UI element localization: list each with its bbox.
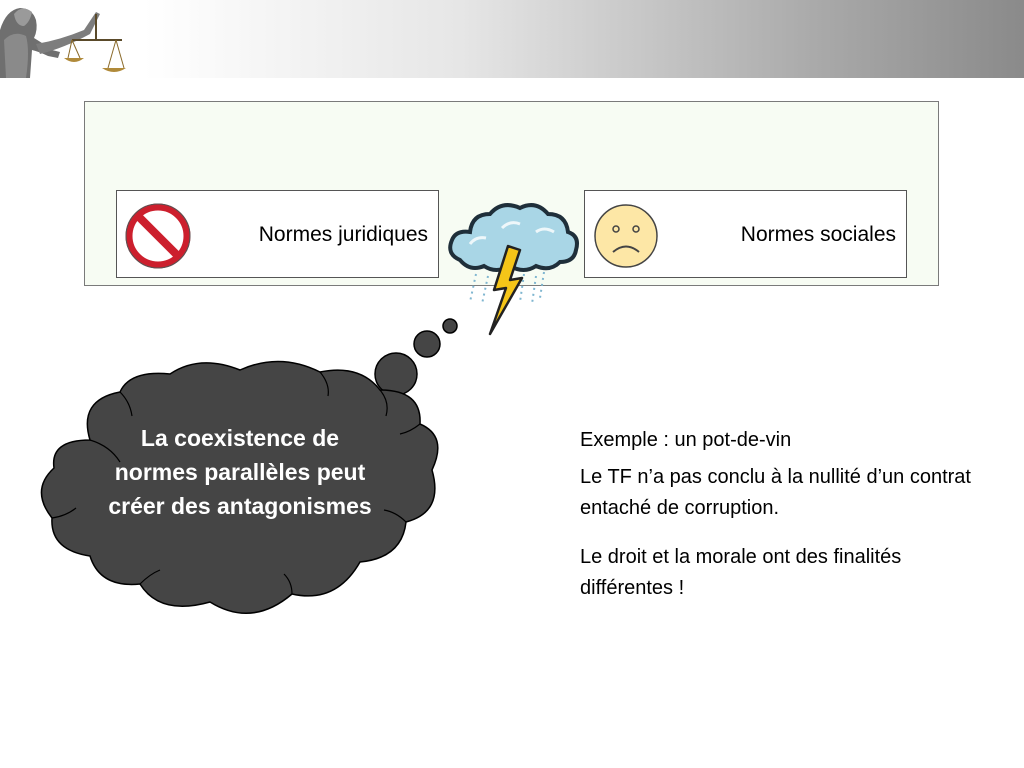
example-case: Le TF n’a pas conclu à la nullité d’un contrat entaché de corruption. [580, 466, 971, 519]
example-title: Exemple : un pot-de-vin [580, 429, 792, 451]
social-norms-label: Normes sociales [740, 223, 896, 246]
social-norms-box [584, 190, 907, 278]
example-block [580, 425, 980, 604]
bubble-text: La coexistence de normes parallèles peut créer des antagonismes [108, 425, 372, 519]
no-entry-icon [125, 203, 191, 269]
sad-face-icon [593, 203, 659, 269]
legal-norms-label: Normes juridiques [258, 223, 428, 246]
justice-statue-icon [0, 0, 128, 78]
legal-norms-box [116, 190, 439, 278]
header-band [0, 0, 1024, 78]
example-conclusion: Le droit et la morale ont des finalités différentes ! [580, 546, 902, 599]
